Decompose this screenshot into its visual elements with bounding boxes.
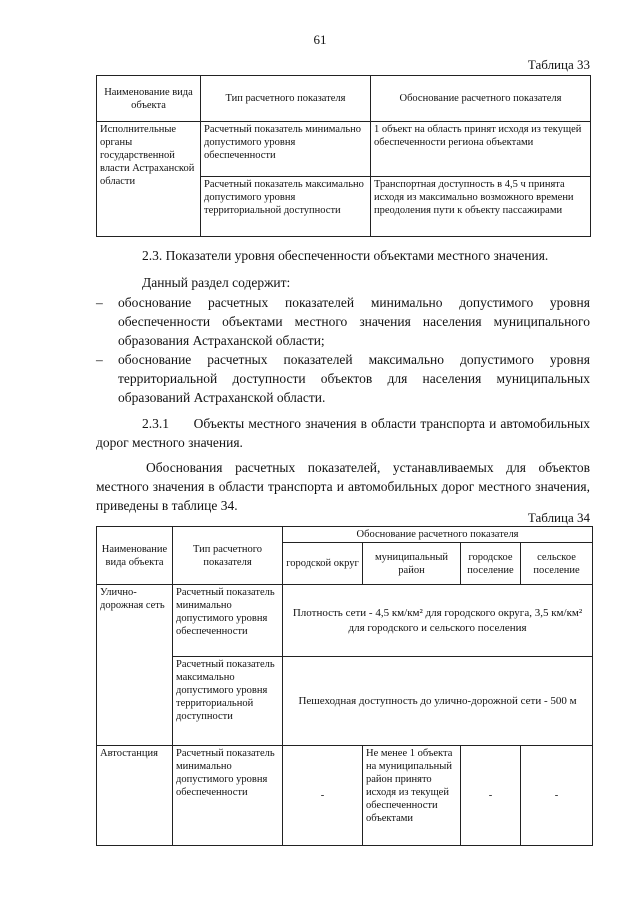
list-item [96, 293, 590, 350]
list-item-text: обоснование расчетных показателей минимально допустимого уровня обеспеченности объектами местного значения населения муниципального образования Астраханской области; [118, 295, 590, 348]
table-33-row-basis: Транспортная доступность в 4,5 ч принята исходя из максимально возможного времени преодоления пути к объекту пассажирами [371, 177, 591, 237]
table-33 [96, 75, 591, 237]
table-34-subheader: муниципальный район [363, 543, 461, 585]
table-33-object: Исполнительные органы государственной власти Астраханской области [97, 122, 201, 237]
table-34-subheader: городское поселение [461, 543, 521, 585]
table-33-header-type: Тип расчетного показателя [201, 76, 371, 122]
section-2-3-intro: Данный раздел содержит: [142, 275, 291, 290]
table-34-merged-basis: Пешеходная доступность до улично-дорожной сети - 500 м [283, 657, 593, 746]
table-34-row-type: Расчетный показатель максимально допустимого уровня территориальной доступности [173, 657, 283, 746]
table-34-cell: - [521, 746, 593, 846]
bullet-dash: – [96, 352, 103, 367]
section-2-3-list [96, 293, 590, 407]
bullet-dash: – [96, 295, 103, 310]
table-34-header-object: Наименование вида объекта [97, 527, 173, 585]
table-33-row-type: Расчетный показатель максимально допустимого уровня территориальной доступности [201, 177, 371, 237]
list-item [96, 350, 590, 407]
table-34-row-type: Расчетный показатель минимально допустимого уровня обеспеченности [173, 746, 283, 846]
table-34-merged-basis: Плотность сети - 4,5 км/км² для городского округа, 3,5 км/км² для городского и сельского поселения [283, 585, 593, 657]
table-33-header-object: Наименование вида объекта [97, 76, 201, 122]
table-34-object: Улично-дорожная сеть [97, 585, 173, 746]
table-34-object: Автостанция [97, 746, 173, 846]
table-33-header-basis: Обоснование расчетного показателя [371, 76, 591, 122]
list-item-text: обоснование расчетных показателей максимально допустимого уровня территориальной доступности объектов для населения муниципальных образований Астраханской области. [118, 352, 590, 405]
table-34-subheader: сельское поселение [521, 543, 593, 585]
table-33-row-type: Расчетный показатель минимально допустимого уровня обеспеченности [201, 122, 371, 177]
table-34-header-basis: Обоснование расчетного показателя [283, 527, 593, 543]
page-number: 61 [313, 32, 327, 47]
table-34-cell: - [283, 746, 363, 846]
table-34-cell: - [461, 746, 521, 846]
table-33-row-basis: 1 объект на область принят исходя из текущей обеспеченности региона объектами [371, 122, 591, 177]
section-2-3-1-heading: 2.3.1 Объекты местного значения в области транспорта и автомобильных дорог местного значения. [96, 416, 594, 450]
table-34-row-type: Расчетный показатель минимально допустимого уровня обеспеченности [173, 585, 283, 657]
section-2-3-heading: 2.3. Показатели уровня обеспеченности объектами местного значения. [142, 248, 549, 263]
table-34-header-type: Тип расчетного показателя [173, 527, 283, 585]
table-34-cell: Не менее 1 объекта на муниципальный район принято исходя из текущей обеспеченности объектами [363, 746, 461, 846]
table-33-caption: Таблица 33 [527, 57, 590, 72]
table-34 [96, 526, 593, 846]
section-2-3-1-paragraph: Обоснования расчетных показателей, устанавливаемых для объектов местного значения в области транспорта и автомобильных дорог местного значения, приведены в таблице 34. [96, 460, 590, 513]
table-34-subheader: городской округ [283, 543, 363, 585]
table-34-caption: Таблица 34 [527, 510, 590, 525]
